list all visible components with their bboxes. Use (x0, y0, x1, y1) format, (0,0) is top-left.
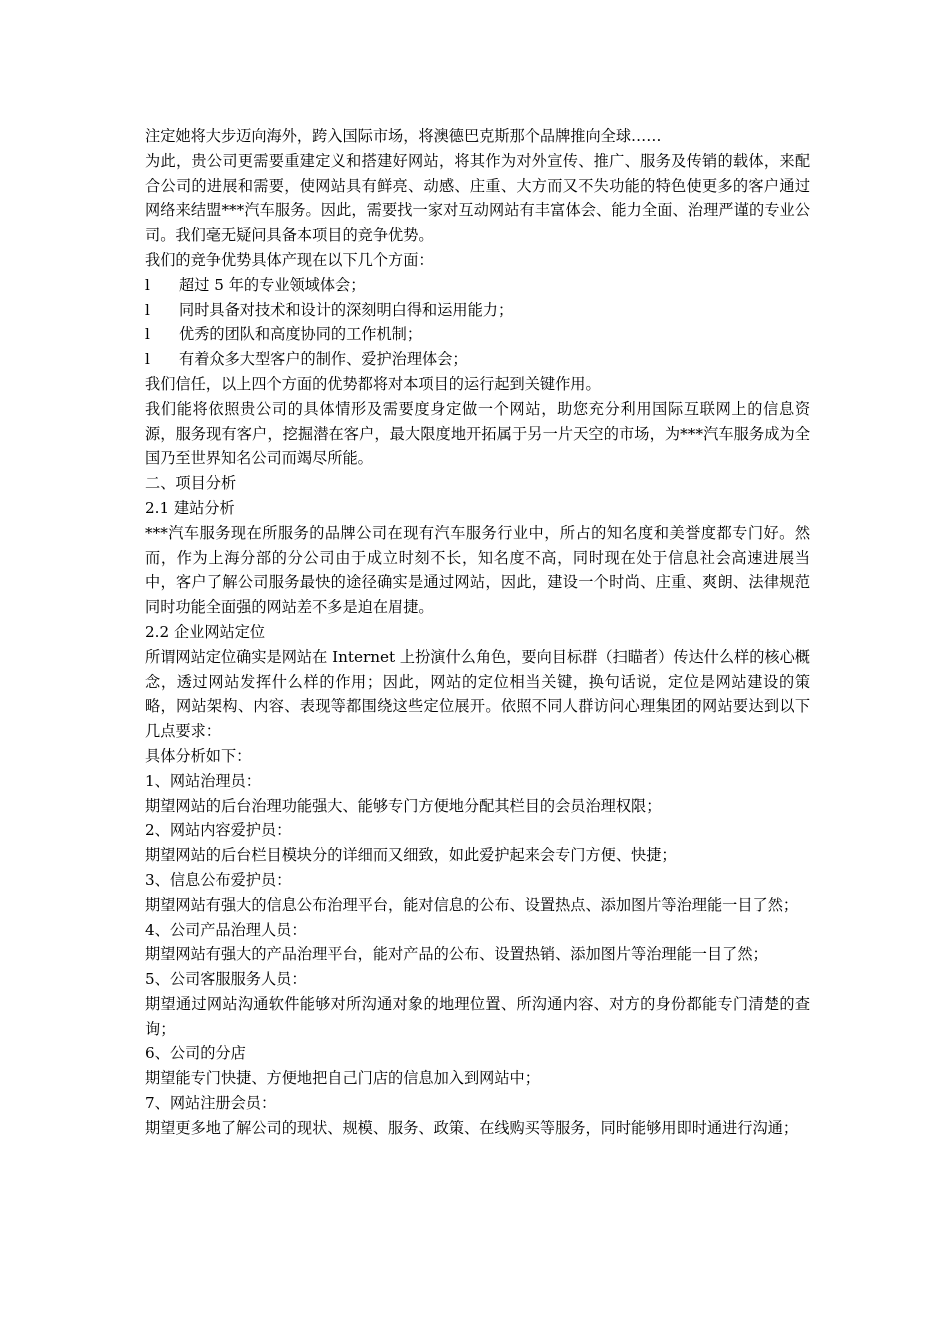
bullet-item-4 (145, 347, 810, 372)
bullet-text: 超过 5 年的专业领域体会； (179, 275, 366, 294)
subsection-heading-2-2: 2.2 企业网站定位 (145, 622, 266, 641)
bullet-mark: l (145, 300, 150, 319)
paragraph-site-analysis: ***汽车服务现在所服务的品牌公司在现有汽车服务行业中，所占的知名度和美誉度都专门好。然而，作为上海分部的分公司由于成立时刻不长，知名度不高，同时现在处于信息社会高速进展当中，客户了解公司服务最快的途径确实是通过网站，因此，建设一个时尚、庄重、爽朗、法律规范同时功能全面强的网站差不多是迫在眉捷。 (145, 523, 810, 617)
bullet-item-2 (145, 298, 810, 323)
paragraph-intro-3: 我们的竞争优势具体产现在以下几个方面： (145, 250, 434, 269)
bullet-text: 有着众多大型客户的制作、爱护治理体会； (179, 350, 468, 369)
paragraph-site-positioning: 所谓网站定位确实是网站在 Internet 上扮演什么角色，要向目标群（扫瞄者）传达什么样的核心概念，透过网站发挥什么样的作用；因此，网站的定位相当关键，换句话说，定位是网站建设的策略，网站架构、内容、表现等都围绕这些定位展开。依照不同人群访问心理集团的网站要达到以下几点要求： (145, 647, 810, 741)
bullet-mark: l (145, 325, 150, 344)
list-heading-2: 2、网站内容爱护员： (145, 821, 292, 840)
list-heading-7: 7、网站注册会员： (145, 1094, 277, 1113)
subsection-heading-2-1: 2.1 建站分析 (145, 498, 235, 517)
paragraph-commitment: 我们能将依照贵公司的具体情形及需要度身定做一个网站，助您充分利用国际互联网上的信息资源，服务现有客户，挖掘潜在客户，最大限度地开拓属于另一片天空的市场，为***汽车服务成为全国乃至世界知名公司而竭尽所能。 (145, 399, 810, 468)
list-heading-3: 3、信息公布爱护员： (145, 870, 292, 889)
list-heading-5: 5、公司客服服务人员： (145, 970, 307, 989)
paragraph-belief: 我们信任，以上四个方面的优势都将对本项目的运行起到关键作用。 (145, 374, 601, 393)
list-body-1: 期望网站的后台治理功能强大、能够专门方便地分配其栏目的会员治理权限； (145, 796, 662, 815)
bullet-text: 优秀的团队和高度协同的工作机制； (179, 325, 422, 344)
bullet-text: 同时具备对技术和设计的深刻明白得和运用能力； (179, 300, 514, 319)
list-body-4: 期望网站有强大的产品治理平台，能对产品的公布、设置热销、添加图片等治理能一目了然； (145, 945, 768, 964)
list-body-3: 期望网站有强大的信息公布治理平台，能对信息的公布、设置热点、添加图片等治理能一目了然； (145, 895, 799, 914)
list-body-7: 期望更多地了解公司的现状、规模、服务、政策、在线购买等服务，同时能够用即时通进行沟通； (145, 1118, 799, 1137)
bullet-mark: l (145, 275, 150, 294)
document-page (145, 124, 810, 1141)
bullet-item-1 (145, 273, 810, 298)
list-body-5: 期望通过网站沟通软件能够对所沟通对象的地理位置、所沟通内容、对方的身份都能专门清楚的查询； (145, 994, 810, 1038)
list-body-6: 期望能专门快捷、方便地把自己门店的信息加入到网站中； (145, 1069, 540, 1088)
section-heading-project-analysis: 二、项目分析 (145, 474, 237, 493)
bullet-item-3 (145, 322, 810, 347)
list-body-2: 期望网站的后台栏目模块分的详细而又细致，如此爱护起来会专门方便、快捷； (145, 846, 677, 865)
list-heading-6: 6、公司的分店 (145, 1044, 246, 1063)
list-heading-4: 4、公司产品治理人员： (145, 920, 307, 939)
paragraph-intro-2: 为此，贵公司更需要重建定义和搭建好网站，将其作为对外宣传、推广、服务及传销的载体，来配合公司的进展和需要，使网站具有鲜亮、动感、庄重、大方而又不失功能的特色使更多的客户通过网络来结盟***汽车服务。因此，需要找一家对互动网站有丰富体会、能力全面、治理严谨的专业公司。我们毫无疑问具备本项目的竞争优势。 (145, 151, 810, 245)
paragraph-intro-1: 注定她将大步迈向海外，跨入国际市场，将澳德巴克斯那个品牌推向全球…… (145, 127, 662, 145)
list-heading-1: 1、网站治理员： (145, 771, 261, 790)
paragraph-analysis-intro: 具体分析如下： (145, 746, 252, 765)
bullet-mark: l (145, 350, 150, 369)
